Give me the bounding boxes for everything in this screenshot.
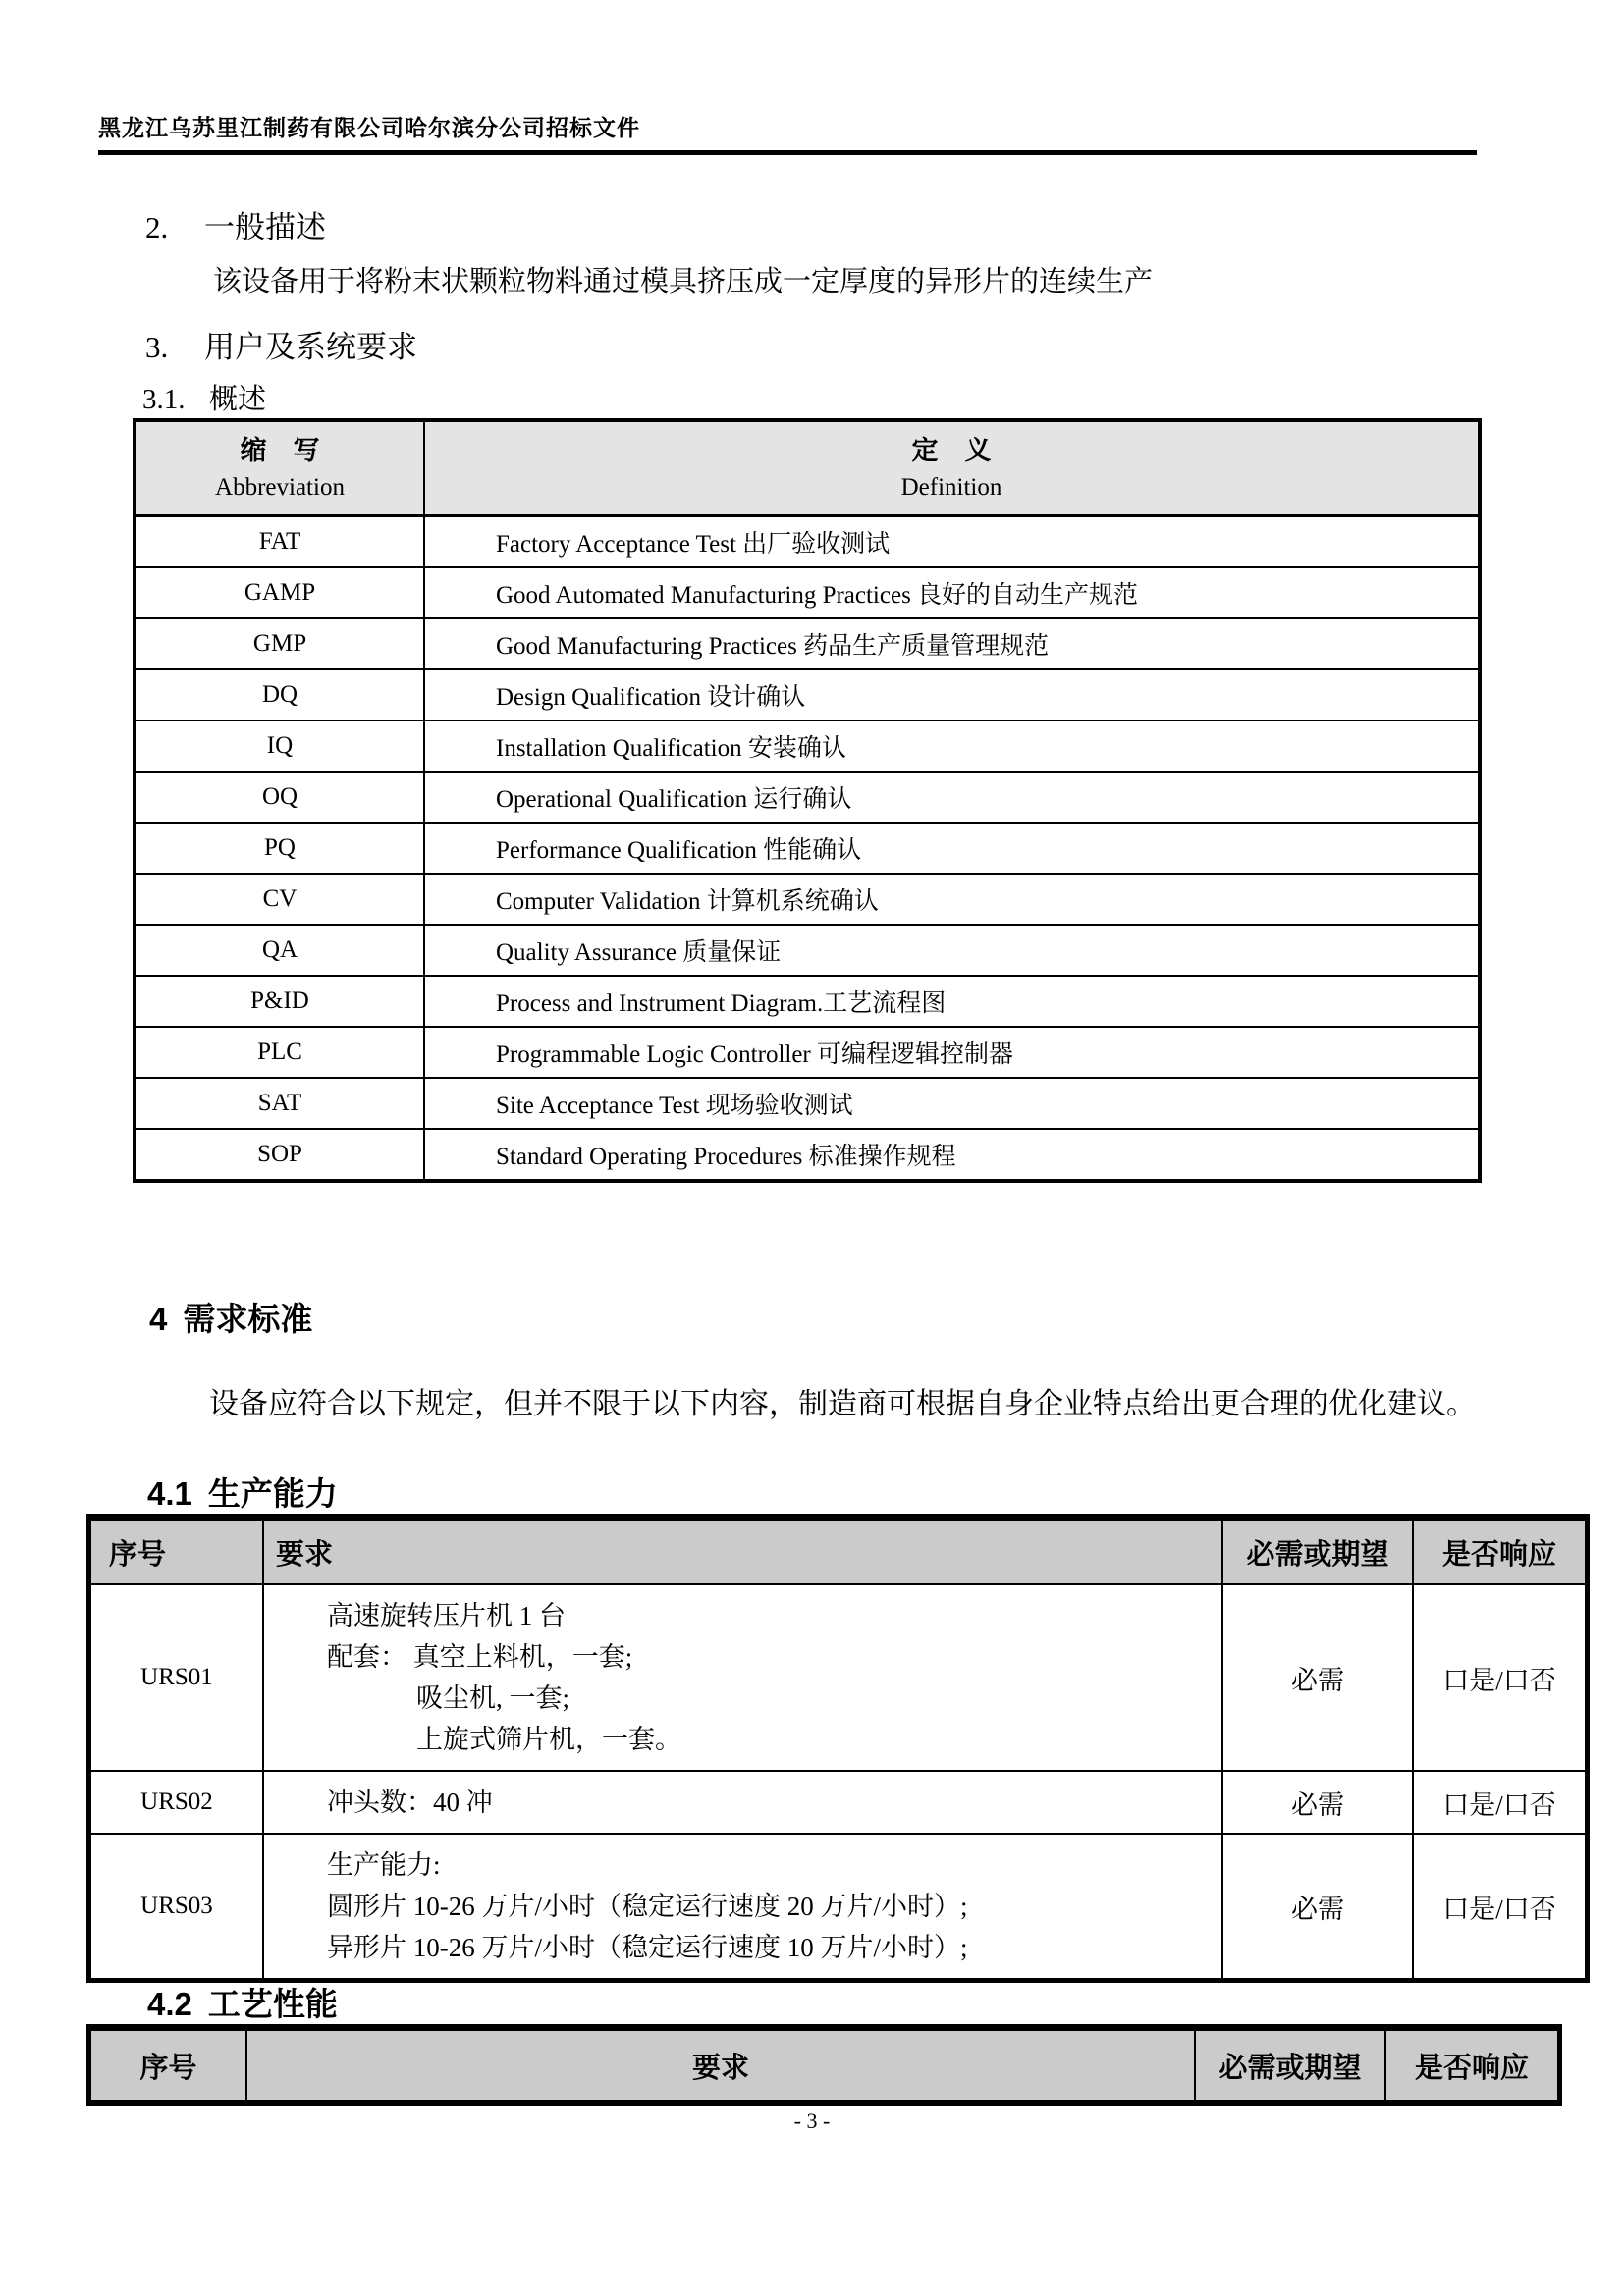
abbr-cell: GMP	[135, 618, 424, 669]
abbr-cell: GAMP	[135, 567, 424, 618]
section-3-1-heading	[142, 377, 266, 417]
definition-header-zh: 定 义	[911, 436, 992, 465]
table-row	[135, 925, 1480, 976]
definition-header-en: Definition	[900, 474, 1002, 501]
section-4-2-heading	[147, 1979, 338, 2025]
definition-header-cell	[424, 420, 1480, 516]
urs-need-cell: 必需	[1222, 1584, 1413, 1771]
process-performance-table	[86, 2024, 1562, 2106]
table-row-urs02	[89, 1771, 1588, 1834]
section-2-number: 2.	[145, 210, 169, 244]
urs-need-cell: 必需	[1222, 1771, 1413, 1834]
definition-cell: Design Qualification 设计确认	[424, 669, 1480, 721]
table-row	[135, 618, 1480, 669]
abbr-cell: IQ	[135, 721, 424, 772]
definition-cell: Computer Validation 计算机系统确认	[424, 874, 1480, 925]
table-row	[135, 772, 1480, 823]
process-table-header-row	[89, 2028, 1560, 2104]
section-4-1-heading	[147, 1468, 338, 1515]
requirement-line: 高速旋转压片机 1 台	[327, 1601, 566, 1630]
abbr-cell: SOP	[135, 1129, 424, 1181]
section-4-1-number: 4.1	[147, 1475, 192, 1512]
urs-req-cell	[263, 1584, 1222, 1771]
urs-requirements-table	[86, 1514, 1590, 1983]
urs-response-cell: 口是/口否	[1413, 1771, 1588, 1834]
abbreviation-table-header-row	[135, 420, 1480, 516]
table-row	[135, 567, 1480, 618]
section-3-1-number: 3.1.	[142, 384, 186, 415]
definition-cell: Quality Assurance 质量保证	[424, 925, 1480, 976]
definition-cell: Good Manufacturing Practices 药品生产质量管理规范	[424, 618, 1480, 669]
section-4-number: 4	[149, 1301, 168, 1337]
abbr-cell: PLC	[135, 1027, 424, 1078]
urs-header-need: 必需或期望	[1222, 1518, 1413, 1585]
page-number: - 3 -	[793, 2109, 831, 2133]
process-header-id: 序号	[89, 2028, 247, 2104]
abbreviation-header-cell	[135, 420, 424, 516]
urs-need-cell: 必需	[1222, 1834, 1413, 1981]
table-row	[135, 669, 1480, 721]
abbreviation-table	[133, 418, 1482, 1183]
table-row	[135, 1129, 1480, 1181]
table-row	[135, 516, 1480, 568]
urs-id-cell: URS02	[89, 1771, 264, 1834]
requirement-line: 生产能力:	[327, 1850, 441, 1880]
abbr-cell: FAT	[135, 516, 424, 568]
abbreviation-header-en: Abbreviation	[215, 474, 345, 501]
section-4-1-title: 生产能力	[207, 1475, 338, 1512]
process-header-req: 要求	[246, 2028, 1195, 2104]
process-header-need: 必需或期望	[1195, 2028, 1385, 2104]
section-2-heading	[145, 202, 326, 246]
definition-cell: Site Acceptance Test 现场验收测试	[424, 1078, 1480, 1129]
abbr-cell: CV	[135, 874, 424, 925]
definition-cell: Performance Qualification 性能确认	[424, 823, 1480, 874]
section-4-title: 需求标准	[183, 1301, 313, 1337]
requirement-line: 冲头数：40 冲	[327, 1788, 493, 1817]
urs-table-header-row	[89, 1518, 1588, 1585]
section-2-paragraph: 该设备用于将粉末状颗粒物料通过模具挤压成一定厚度的异形片的连续生产	[213, 266, 1154, 297]
abbr-cell: QA	[135, 925, 424, 976]
abbr-cell: DQ	[135, 669, 424, 721]
requirement-line: 配套： 真空上料机，一套;	[327, 1642, 633, 1672]
table-row	[135, 1027, 1480, 1078]
section-4-heading	[149, 1294, 312, 1340]
section-4-2-title: 工艺性能	[207, 1986, 338, 2022]
table-row	[135, 721, 1480, 772]
section-3-title: 用户及系统要求	[204, 330, 417, 364]
section-4-2-number: 4.2	[147, 1986, 192, 2022]
urs-req-cell	[263, 1771, 1222, 1834]
table-row-urs03	[89, 1834, 1588, 1981]
section-4-paragraph: 设备应符合以下规定，但并不限于以下内容，制造商可根据自身企业特点给出更合理的优化建议。	[209, 1388, 1476, 1420]
definition-cell: Process and Instrument Diagram.工艺流程图	[424, 976, 1480, 1027]
process-header-resp: 是否响应	[1385, 2028, 1560, 2104]
requirement-line: 圆形片 10-26 万片/小时（稳定运行速度 20 万片/小时）;	[327, 1892, 968, 1921]
section-2-title: 一般描述	[204, 210, 326, 244]
definition-cell: Standard Operating Procedures 标准操作规程	[424, 1129, 1480, 1181]
abbr-cell: SAT	[135, 1078, 424, 1129]
section-3-number: 3.	[145, 330, 169, 364]
urs-header-req: 要求	[263, 1518, 1222, 1585]
section-3-heading	[145, 322, 417, 366]
definition-cell: Programmable Logic Controller 可编程逻辑控制器	[424, 1027, 1480, 1078]
definition-cell: Operational Qualification 运行确认	[424, 772, 1480, 823]
section-3-1-title: 概述	[209, 384, 267, 415]
urs-req-cell	[263, 1834, 1222, 1981]
urs-response-cell: 口是/口否	[1413, 1584, 1588, 1771]
urs-header-id: 序号	[89, 1518, 264, 1585]
urs-id-cell: URS03	[89, 1834, 264, 1981]
definition-cell: Good Automated Manufacturing Practices 良好的自动生产规范	[424, 567, 1480, 618]
table-row	[135, 823, 1480, 874]
table-row	[135, 874, 1480, 925]
page-header-title: 黑龙江乌苏里江制药有限公司哈尔滨分公司招标文件	[98, 116, 640, 140]
urs-response-cell: 口是/口否	[1413, 1834, 1588, 1981]
abbr-cell: P&ID	[135, 976, 424, 1027]
requirement-line: 吸尘机, 一套;	[416, 1683, 570, 1713]
requirement-line: 异形片 10-26 万片/小时（稳定运行速度 10 万片/小时）;	[327, 1933, 968, 1962]
abbreviation-header-zh: 缩 写	[240, 436, 320, 465]
abbr-cell: PQ	[135, 823, 424, 874]
urs-id-cell: URS01	[89, 1584, 264, 1771]
table-row	[135, 976, 1480, 1027]
abbr-cell: OQ	[135, 772, 424, 823]
definition-cell: Installation Qualification 安装确认	[424, 721, 1480, 772]
page-header	[98, 110, 1477, 155]
requirement-line: 上旋式筛片机，一套。	[416, 1725, 681, 1754]
table-row-urs01	[89, 1584, 1588, 1771]
urs-header-resp: 是否响应	[1413, 1518, 1588, 1585]
table-row	[135, 1078, 1480, 1129]
definition-cell: Factory Acceptance Test 出厂验收测试	[424, 516, 1480, 568]
